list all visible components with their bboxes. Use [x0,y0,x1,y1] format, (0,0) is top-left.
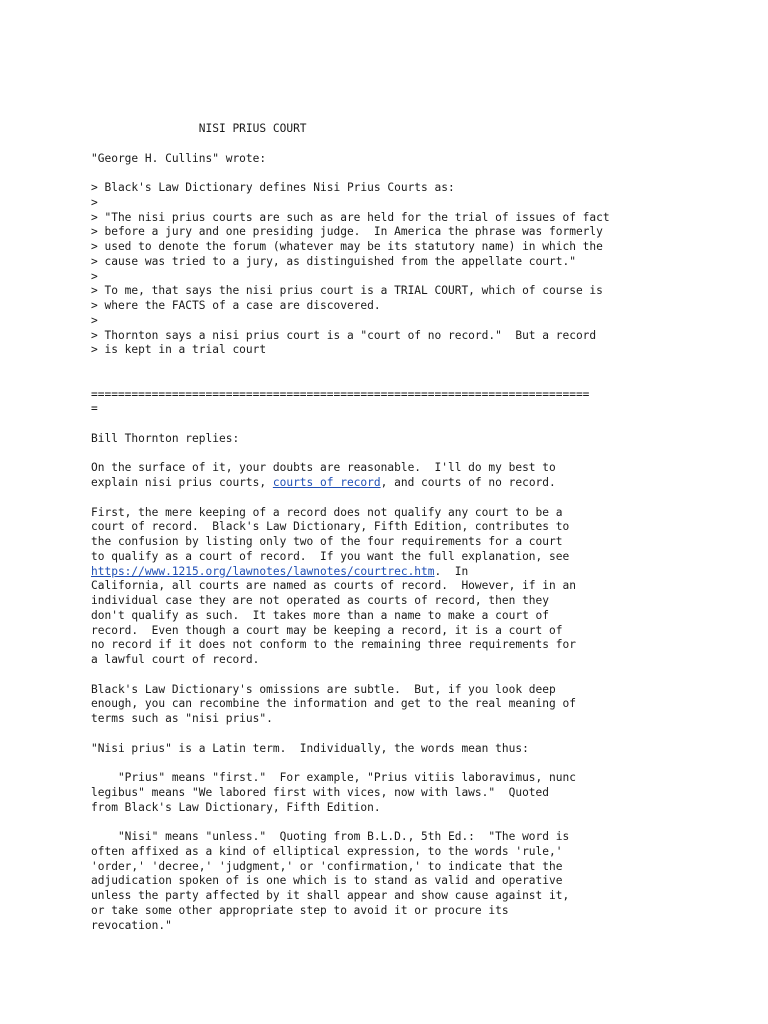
blank-line [91,447,691,462]
paragraph-line: First, the mere keeping of a record does not qualify any court to be a [91,505,563,519]
paragraph-line: unless the party affected by it shall appear and show cause against it, [91,889,570,902]
paragraph-line: a lawful court of record. [91,653,260,666]
quote-line: > used to denote the forum (whatever may be its statutory name) in which the [91,240,603,253]
blank-line [91,137,691,152]
blank-line [91,417,691,432]
paragraph-4: "Nisi prius" is a Latin term. Individually, the words mean thus: [91,741,529,755]
quote-line: > Black's Law Dictionary defines Nisi Prius Courts as: [91,181,455,194]
paragraph-line: terms such as "nisi prius". [91,712,273,725]
text-segment: explain nisi prius courts, [91,476,273,489]
paragraph-line: individual case they are not operated as courts of record, then they [91,594,550,607]
quoted-block [91,181,691,358]
separator-tail: = [91,402,98,416]
quote-line: > where the FACTS of a case are discovered. [91,299,381,312]
paragraph-2 [91,506,691,668]
quote-line: > [91,195,98,209]
paragraph-line: record. Even though a court may be keeping a record, it is a court of [91,623,563,637]
quote-line: > before a jury and one presiding judge. In America the phrase was formerly [91,225,603,239]
quote-line: > Thornton says a nisi prius court is a "court of no record." But a record [91,328,597,342]
blank-line [91,815,691,830]
paragraph-5 [91,771,691,815]
quote-line: > "The nisi prius courts are such as are held for the trial of issues of fact [91,210,610,224]
document-title: NISI PRIUS COURT [91,122,307,135]
separator-line: ========================================================================== [91,387,590,401]
blank-line [91,373,691,388]
paragraph-line: revocation." [91,918,172,932]
paragraph-line: from Black's Law Dictionary, Fifth Edition. [91,800,381,814]
paragraph-1 [91,461,691,491]
quote-line: > [91,313,98,327]
paragraph-line: California, all courts are named as courts of record. However, if in an [91,579,576,593]
paragraph-line: legibus" means "We labored first with vices, now with laws." Quoted [91,785,550,799]
paragraph-line: 'order,' 'decree,' 'judgment,' or 'confirmation,' to indicate that the [91,859,563,873]
document-page [91,122,691,933]
paragraph-line: On the surface of it, your doubts are reasonable. I'll do my best to [91,461,556,475]
paragraph-line: court of record. Black's Law Dictionary, Fifth Edition, contributes to [91,520,570,534]
paragraph-line: or take some other appropriate step to avoid it or procure its [91,903,509,917]
paragraph-line: adjudication spoken of is one which is to stand as valid and operative [91,874,563,888]
paragraph-line: Black's Law Dictionary's omissions are subtle. But, if you look deep [91,682,556,696]
paragraph-line: to qualify as a court of record. If you want the full explanation, see [91,549,570,563]
quote-line: > is kept in a trial court [91,343,267,357]
intro-line: "George H. Cullins" wrote: [91,151,267,165]
paragraph-line: no record if it does not conform to the remaining three requirements for [91,638,576,652]
quote-line: > [91,269,98,283]
blank-line [91,756,691,771]
blank-line [91,727,691,742]
courts-of-record-link[interactable]: courts of record [272,476,381,489]
paragraph-line [91,476,691,491]
courtrec-url-link[interactable]: https://www.1215.org/lawnotes/lawnotes/courtrec.htm [91,564,435,578]
paragraph-line [91,565,691,580]
paragraph-6 [91,830,691,933]
quote-line: > cause was tried to a jury, as distinguished from the appellate court." [91,254,576,268]
text-segment: . In [434,564,469,578]
paragraph-3 [91,683,691,727]
blank-line [91,668,691,683]
text-segment: , and courts of no record. [380,476,556,489]
blank-line [91,166,691,181]
paragraph-line: don't qualify as such. It takes more than a name to make a court of [91,608,550,622]
replier-line: Bill Thornton replies: [91,431,240,445]
paragraph-line: often affixed as a kind of elliptical expression, to the words 'rule,' [91,844,563,858]
blank-line [91,491,691,506]
paragraph-line: "Nisi" means "unless." Quoting from B.L.D., 5th Ed.: "The word is [91,830,570,843]
blank-line [91,358,691,373]
paragraph-line: enough, you can recombine the information and get to the real meaning of [91,697,576,711]
paragraph-line: the confusion by listing only two of the four requirements for a court [91,535,563,548]
quote-line: > To me, that says the nisi prius court is a TRIAL COURT, which of course is [91,284,603,298]
paragraph-line: "Prius" means "first." For example, "Prius vitiis laboravimus, nunc [91,771,576,784]
